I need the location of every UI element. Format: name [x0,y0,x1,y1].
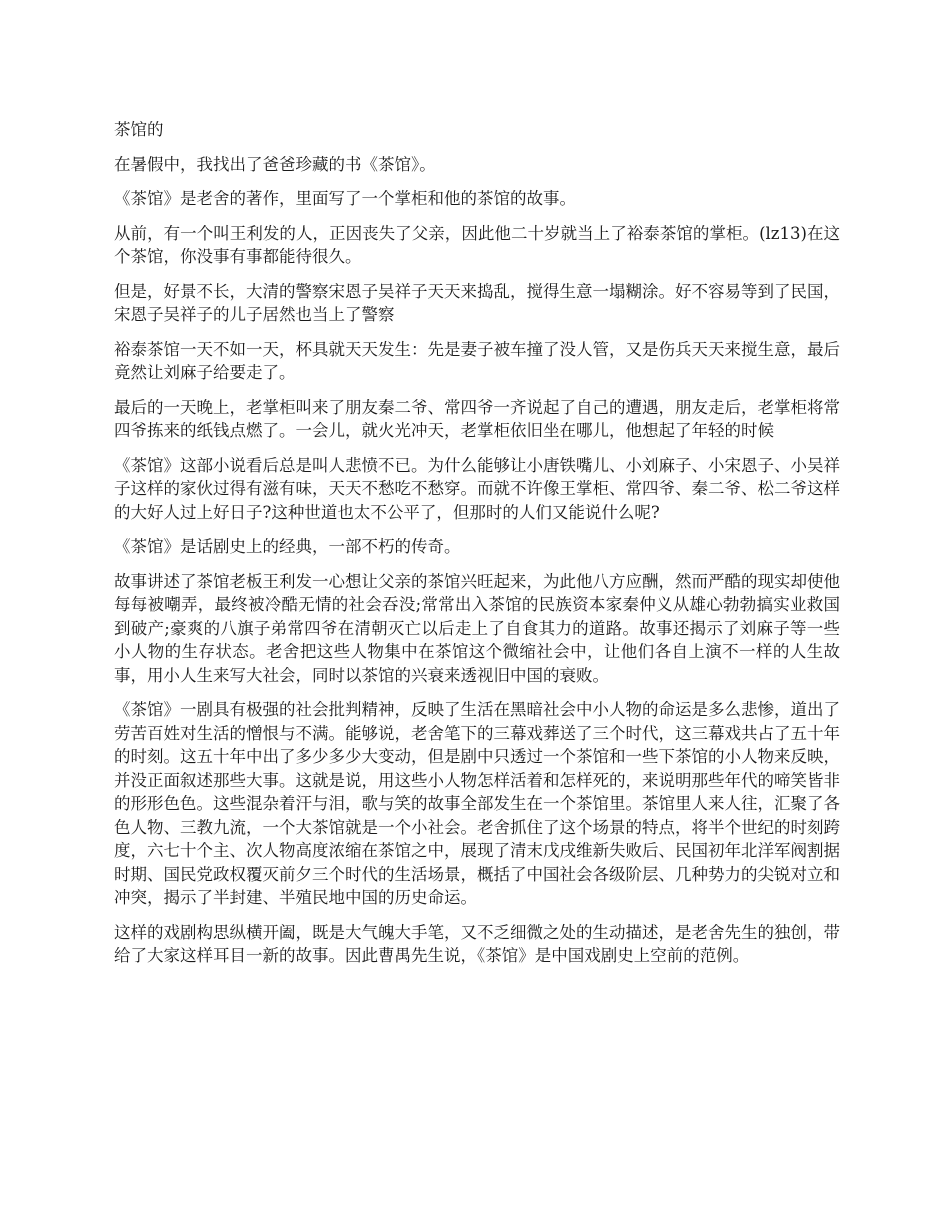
document-page [114,118,840,979]
paragraph-11: 这样的戏剧构思纵横开阖，既是大气魄大手笔，又不乏细微之处的生动描述，是老舍先生的独创，带给了大家这样耳目一新的故事。因此曹禺先生说，《茶馆》是中国戏剧史上空前的范例。 [114,922,840,965]
paragraph-6: 最后的一天晚上，老掌柜叫来了朋友秦二爷、常四爷一齐说起了自己的遭遇，朋友走后，老掌柜将常四爷拣来的纸钱点燃了。一会儿，就火光冲天，老掌柜依旧坐在哪儿，他想起了年轻的时候 [114,397,840,440]
paragraph-2: 《茶馆》是老舍的著作，里面写了一个掌柜和他的茶馆的故事。 [114,189,576,208]
paragraph-8: 《茶馆》是话剧史上的经典，一部不朽的传奇。 [114,537,461,556]
paragraph-1: 在暑假中，我找出了爸爸珍藏的书《茶馆》。 [114,154,436,174]
paragraph-4: 但是，好景不长，大清的警察宋恩子吴祥子天天来捣乱，搅得生意一塌糊涂。好不容易等到了民国，宋恩子吴祥子的儿子居然也当上了警察 [114,281,840,324]
paragraph-5: 裕泰茶馆一天不如一天，杯具就天天发生：先是妻子被车撞了没人管，又是伤兵天天来搅生意，最后竟然让刘麻子给要走了。 [114,339,840,382]
document-title: 茶馆的 [114,120,164,139]
paragraph-3: 从前，有一个叫王利发的人，正因丧失了父亲，因此他二十岁就当上了裕泰茶馆的掌柜。(lz13)在这个茶馆，你没事有事都能待很久。 [114,223,840,266]
paragraph-7: 《茶馆》这部小说看后总是叫人悲愤不已。为什么能够让小唐铁嘴儿、小刘麻子、小宋恩子、小吴祥子这样的家伙过得有滋有味，天天不愁吃不愁穿。而就不许像王掌柜、常四爷、秦二爷、松二爷这样的大好人过上好日子?这种世道也太不公平了，但那时的人们又能说什么呢? [114,455,840,522]
paragraph-10: 《茶馆》一剧具有极强的社会批判精神，反映了生活在黑暗社会中小人物的命运是多么悲惨，道出了劳苦百姓对生活的憎恨与不满。能够说，老舍笔下的三幕戏葬送了三个时代，这三幕戏共占了五十年的时刻。这五十年中出了多少多少大变动，但是剧中只透过一个茶馆和一些下茶馆的小人物来反映，并没正面叙述那些大事。这就是说，用这些小人物怎样活着和怎样死的，来说明那些年代的啼笑皆非的形形色色。这些混杂着汗与泪，歌与笑的故事全部发生在一个茶馆里。茶馆里人来人往，汇聚了各色人物、三教九流，一个大茶馆就是一个小社会。老舍抓住了这个场景的特点，将半个世纪的时刻跨度，六七十个主、次人物高度浓缩在茶馆之中，展现了清末戊戌维新失败后、民国初年北洋军阀割据时期、国民党政权覆灭前夕三个时代的生活场景，概括了中国社会各级阶层、几种势力的尖锐对立和冲突，揭示了半封建、半殖民地中国的历史命运。 [114,700,840,907]
paragraph-9: 故事讲述了茶馆老板王利发一心想让父亲的茶馆兴旺起来，为此他八方应酬，然而严酷的现实却使他每每被嘲弄，最终被冷酷无情的社会吞没;常常出入茶馆的民族资本家秦仲义从雄心勃勃搞实业救国到破产;豪爽的八旗子弟常四爷在清朝灭亡以后走上了自食其力的道路。故事还揭示了刘麻子等一些小人物的生存状态。老舍把这些人物集中在茶馆这个微缩社会中，让他们各自上演不一样的人生故事，用小人生来写大社会，同时以茶馆的兴衰来透视旧中国的衰败。 [114,571,840,685]
